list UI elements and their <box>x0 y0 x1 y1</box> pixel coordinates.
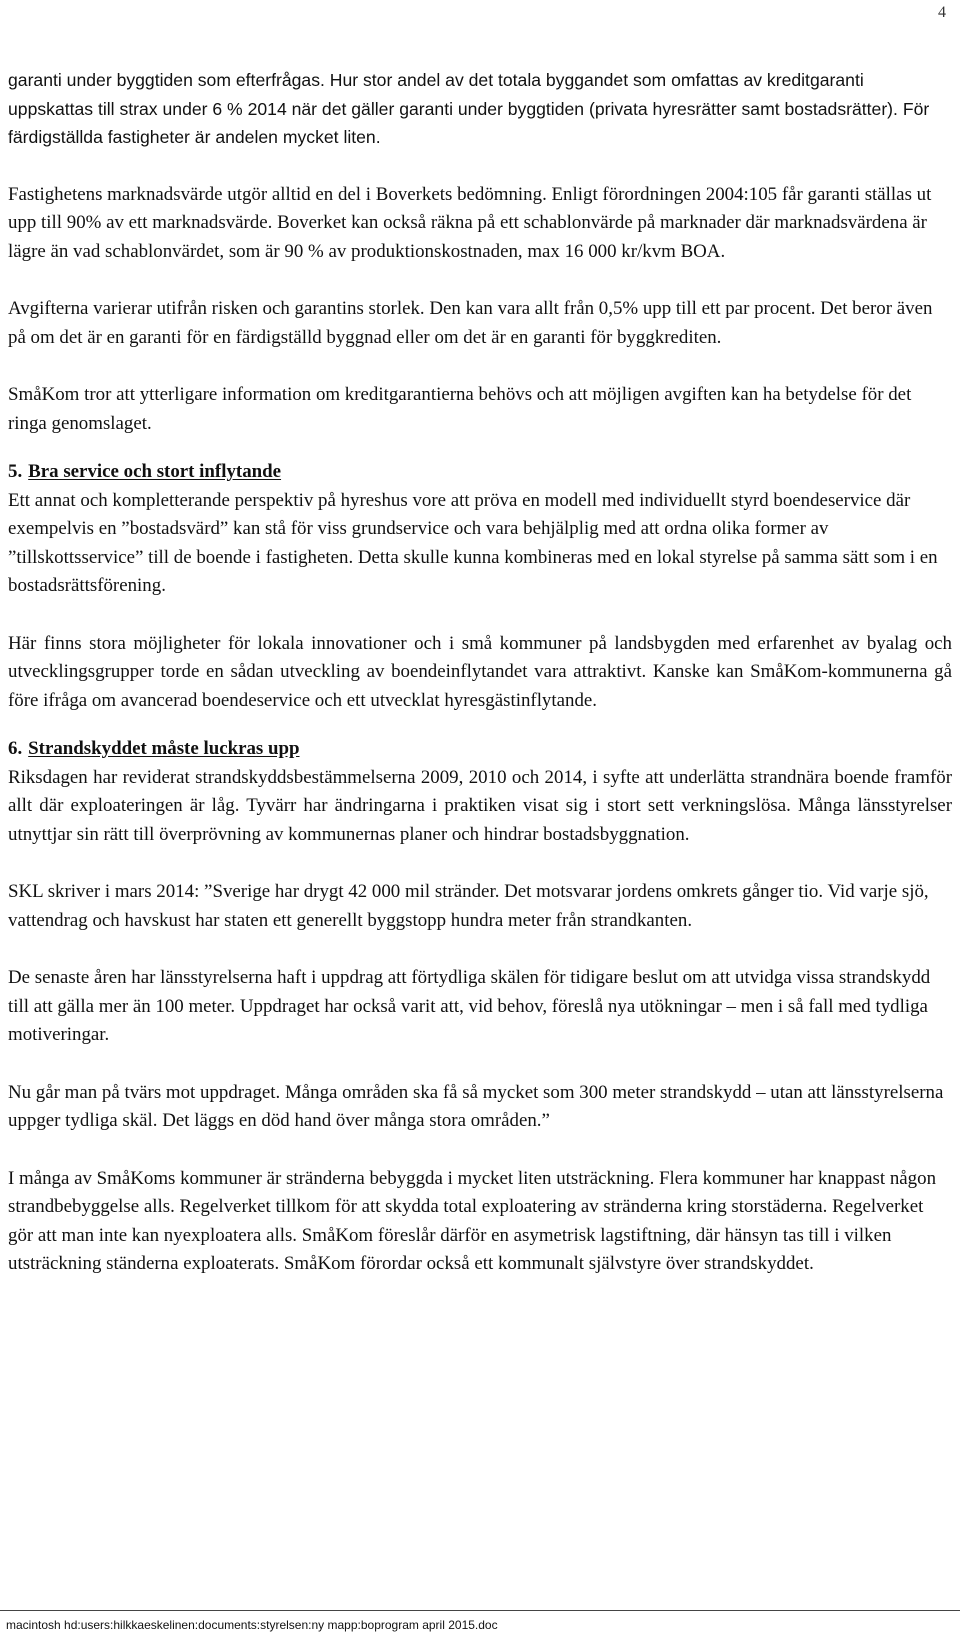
paragraph-housing-service: Ett annat och kompletterande perspektiv på hyreshus vore att pröva en modell med individuellt styrd boendeservice där exempelvis en ”bostadsvärd” kan stå för viss grundservice och vara behjälplig med att ordna olika former av ”tillskottsservice” till de boende i fastigheten. Detta skulle kunna kombineras med en lokal styrelse på samma sätt som i en bostadsrättsförening. <box>8 489 938 596</box>
section-title: Strandskyddet måste luckras upp <box>28 738 300 759</box>
section-number: 5. <box>8 461 23 482</box>
paragraph-smakom-proposal: I många av SmåKoms kommuner är stränderna bebyggda i mycket liten utsträckning. Flera kommuner har knappast någon strandbebyggelse alls. Regelverket tillkom för att skydda total exploatering av stränderna kring storstäderna. Regelverket gör att man inte kan nyexploatera alls. SmåKom föreslår därför en asymetrisk lagstiftning, där hänsyn tas till i vilken utsträckning ständerna exploaterats. SmåKom förordar också ett kommunalt självstyre över strandskyddet. <box>8 1167 937 1274</box>
paragraph-skl-quote: SKL skriver i mars 2014: ”Sverige har drygt 42 000 mil stränder. Det motsvarar jordens omkrets gånger tio. Vid varje sjö, vattendrag och havskust har staten ett generellt byggstopp hundra meter från strandkanten. <box>8 881 929 931</box>
section-title: Bra service och stort inflytande <box>28 461 282 482</box>
footer-divider <box>0 1610 960 1611</box>
paragraph-smakom-information: SmåKom tror att ytterligare information om kreditgarantierna behövs och att möjligen avgiften kan ha betydelse för det ringa genomslaget. <box>8 384 912 434</box>
section-number: 6. <box>8 738 23 759</box>
page-number: 4 <box>938 4 946 21</box>
document-body <box>8 66 952 1279</box>
paragraph-local-innovation: Här finns stora möjligheter för lokala innovationer och i små kommuner på landsbygden med erfarenhet av byalag och utvecklingsgrupper torde en sådan utveckling av boendeinflytandet vara attraktivt. Kanske kan SmåKom-kommunerna gå före ifråga om avancerad boendeservice och ett utvecklat hyresgästinflytande. <box>8 632 952 711</box>
footer-file-path: macintosh hd:users:hilkkaeskelinen:documents:styrelsen:ny mapp:boprogram april 2015.doc <box>6 1618 498 1632</box>
section-heading-service <box>8 458 952 487</box>
paragraph-county-boards: De senaste åren har länsstyrelserna haft i uppdrag att förtydliga skälen för tidigare beslut om att utvidga vissa strandskydd till att gälla mer än 100 meter. Uppdraget har också varit att, vid behov, föreslå nya utökningar – men i så fall med tydliga motiveringar. <box>8 967 931 1045</box>
paragraph-fees: Avgifterna varierar utifrån risken och garantins storlek. Den kan vara allt från 0,5% upp till ett par procent. Det beror även på om det är en garanti för en färdigställd byggnad eller om det är en garanti för byggkrediten. <box>8 298 933 348</box>
paragraph-credit-guarantee-share: garanti under byggtiden som efterfrågas. Hur stor andel av det totala byggandet som omfattas av kreditgaranti uppskattas till strax under 6 % 2014 när det gäller garanti under byggtiden (privata hyresrätter samt bostadsrätter). För färdigställda fastigheter är andelen mycket liten. <box>8 70 930 147</box>
section-heading-shoreline <box>8 735 952 764</box>
paragraph-current-practice: Nu går man på tvärs mot uppdraget. Många områden ska få så mycket som 300 meter strandskydd – utan att länsstyrelserna uppger tydliga skäl. Det läggs en död hand över många stora områden.” <box>8 1081 944 1131</box>
paragraph-shoreline-revision: Riksdagen har reviderat strandskyddsbestämmelserna 2009, 2010 och 2014, i syfte att underlätta strandnära boende framför allt där exploateringen är låg. Tyvärr har ändringarna i praktiken visat sig i stort sett verkningslösa. Många länsstyrelser utnyttjar sin rätt till överprövning av kommunernas planer och hindrar bostadsbyggnation. <box>8 766 952 845</box>
paragraph-market-value: Fastighetens marknadsvärde utgör alltid en del i Boverkets bedömning. Enligt förordningen 2004:105 får garanti ställas ut upp till 90% av ett marknadsvärde. Boverket kan också räkna på ett schablonvärde på marknader där marknadsvärdena är lägre än vad schablonvärdet, som är 90 % av produktionskostnaden, max 16 000 kr/kvm BOA. <box>8 183 932 262</box>
